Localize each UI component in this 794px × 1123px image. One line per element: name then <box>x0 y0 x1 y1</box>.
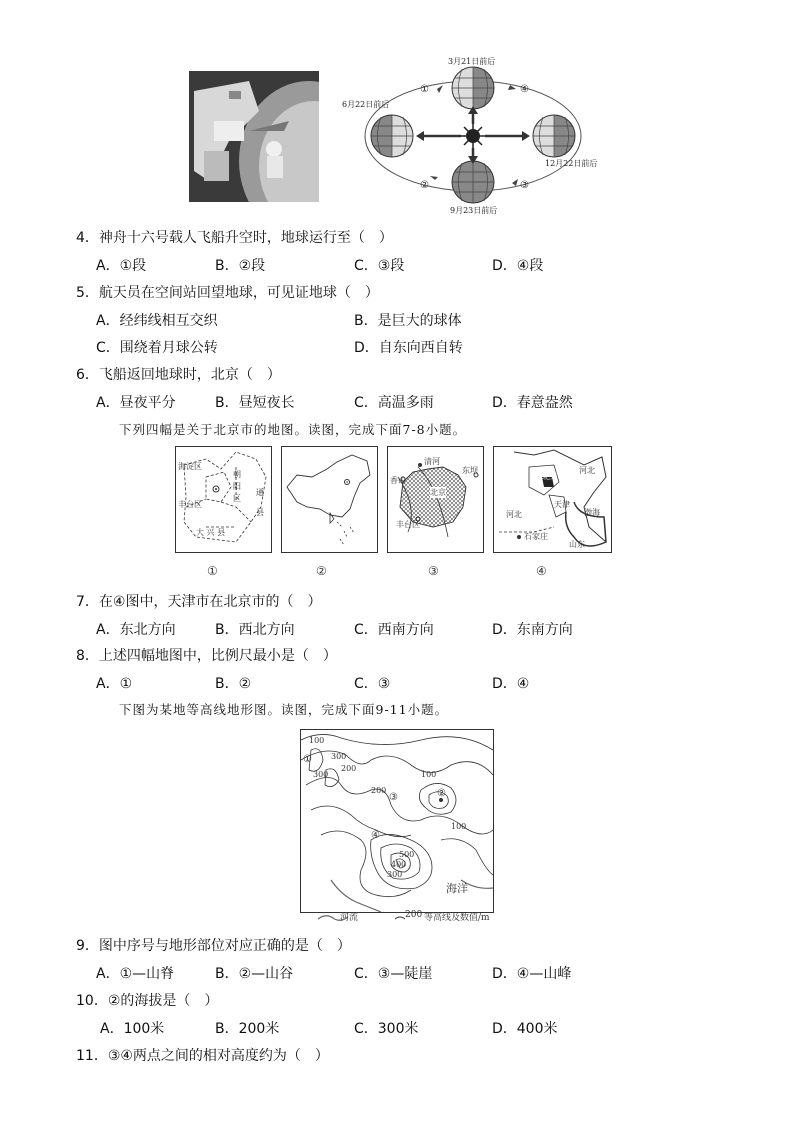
q4-option-c[interactable]: C．③段 <box>354 258 405 274</box>
question-8-stem: 8．上述四幅地图中，比例尺最小是（ ） <box>76 648 337 664</box>
contour-label-200b: 200 <box>371 786 387 795</box>
map-4-region <box>493 446 612 553</box>
q10-option-a[interactable]: A．100米 <box>100 1021 165 1037</box>
m4-label-tianjin: 天津 <box>554 500 570 509</box>
m3-label-qinghe: 清河 <box>424 457 440 466</box>
q8-option-d[interactable]: D．④ <box>492 676 530 692</box>
m4-label-hebei-ne: 河北 <box>579 466 595 475</box>
contour-label-400: 400 <box>391 860 407 869</box>
m1-label-daxing: 大 兴 县 <box>196 528 226 537</box>
m3-label-xiangshan: 香山 <box>390 476 406 485</box>
contour-label-100c: 100 <box>451 822 467 831</box>
date-label-top: 3月21日前后 <box>448 57 496 66</box>
map-caption-1: ① <box>207 564 218 578</box>
segment-label-4: ④ <box>520 84 529 95</box>
date-label-right: 12月22日前后 <box>545 159 598 168</box>
m4-label-shandong: 山东 <box>569 540 585 549</box>
map-caption-4: ④ <box>536 564 547 578</box>
legend-contour-symbol <box>395 913 405 923</box>
question-6-stem: 6．飞船返回地球时，北京（ ） <box>76 367 281 383</box>
q8-option-c[interactable]: C．③ <box>354 676 391 692</box>
globe-right <box>533 115 575 157</box>
m1-label-fengtai: 丰台区 <box>178 500 202 509</box>
contour-label-100b: 100 <box>421 770 437 779</box>
m4-label-bohai: 渤海 <box>584 508 600 517</box>
question-10-stem: 10．②的海拔是（ ） <box>76 993 219 1009</box>
contour-label-300a: 300 <box>313 770 329 779</box>
q4-option-a[interactable]: A．①段 <box>96 258 147 274</box>
m4-label-beijing: 北京 <box>542 472 558 481</box>
date-label-bottom: 9月23日前后 <box>450 206 498 215</box>
m4-label-shijiazhuang: 石家庄 <box>524 532 548 541</box>
q6-option-b[interactable]: B．昼短夜长 <box>215 395 295 411</box>
m3-label-beijing: 北京 <box>430 488 446 497</box>
m1-label-tong: 通 <box>256 488 264 497</box>
contour-map <box>300 729 494 913</box>
m3-label-fengtai: 丰台区 <box>396 520 420 529</box>
q5-option-c[interactable]: C．围绕着月球公转 <box>96 340 218 356</box>
question-9-stem: 9．图中序号与地形部位对应正确的是（ ） <box>76 938 351 954</box>
contour-point-3: ③ <box>389 792 398 803</box>
q10-option-c[interactable]: C．300米 <box>354 1021 419 1037</box>
q8-option-b[interactable]: B．② <box>215 676 252 692</box>
q4-option-b[interactable]: B．②段 <box>215 258 266 274</box>
contour-point-4: ④ <box>371 830 380 841</box>
q6-option-d[interactable]: D．春意盎然 <box>492 395 573 411</box>
m4-label-hebei-sw: 河北 <box>506 510 522 519</box>
q7-option-b[interactable]: B．西北方向 <box>215 622 295 638</box>
m1-label-xian: 县 <box>256 508 264 517</box>
globe-bottom <box>452 161 494 203</box>
q5-option-d[interactable]: D．自东向西自转 <box>354 340 463 356</box>
legend-contour-sample: 200 <box>405 910 423 920</box>
map-3-city <box>387 446 484 553</box>
question-4-stem: 4．神舟十六号载人飞船升空时，地球运行至（ ） <box>76 230 393 246</box>
m1-label-haidian: 海淀区 <box>178 462 202 471</box>
q7-option-d[interactable]: D．东南方向 <box>492 622 573 638</box>
astronaut-photo <box>189 71 319 202</box>
q5-option-b[interactable]: B．是巨大的球体 <box>354 313 462 329</box>
note-maps-7-8: 下列四幅是关于北京市的地图。读图，完成下面7-8小题。 <box>119 422 467 437</box>
q9-option-a[interactable]: A．①—山脊 <box>96 966 175 982</box>
q6-option-c[interactable]: C．高温多雨 <box>354 395 434 411</box>
m1-label-chao: 朝 <box>233 470 241 479</box>
m1-label-yang: 阳 <box>233 482 241 491</box>
q9-option-c[interactable]: C．③—陡崖 <box>354 966 433 982</box>
q9-option-d[interactable]: D．④—山峰 <box>492 966 572 982</box>
map-1-districts <box>175 446 272 553</box>
contour-label-500: 500 <box>399 850 415 859</box>
contour-label-100a: 100 <box>309 736 325 745</box>
earth-orbit-diagram <box>340 52 610 217</box>
q4-option-d[interactable]: D．④段 <box>492 258 544 274</box>
segment-label-3: ③ <box>520 180 529 191</box>
q10-option-d[interactable]: D．400米 <box>492 1021 558 1037</box>
question-11-stem: 11．③④两点之间的相对高度约为（ ） <box>76 1048 329 1064</box>
m3-label-dongba: 东坝 <box>462 466 478 475</box>
m1-label-qu: 区 <box>233 494 241 503</box>
q9-option-b[interactable]: B．②—山谷 <box>215 966 294 982</box>
legend-river-label: 河流 <box>340 913 359 923</box>
q6-option-a[interactable]: A．昼夜平分 <box>96 395 176 411</box>
contour-label-300c: 300 <box>387 870 403 879</box>
globe-top <box>452 67 494 109</box>
q5-option-a[interactable]: A．经纬线相互交织 <box>96 313 218 329</box>
contour-sea-label: 海洋 <box>446 882 468 895</box>
contour-label-300b: 300 <box>331 752 347 761</box>
date-label-left: 6月22日前后 <box>342 100 390 109</box>
map-caption-2: ② <box>316 564 327 578</box>
map-2-china <box>281 446 378 553</box>
contour-point-2: ② <box>437 788 446 799</box>
question-7-stem: 7．在④图中，天津市在北京市的（ ） <box>76 594 322 610</box>
q7-option-c[interactable]: C．西南方向 <box>354 622 434 638</box>
segment-label-1: ① <box>420 84 429 95</box>
map-caption-3: ③ <box>428 564 439 578</box>
q8-option-a[interactable]: A．① <box>96 676 133 692</box>
contour-label-200a: 200 <box>341 764 357 773</box>
globe-left <box>371 115 413 157</box>
contour-point-1: ① <box>303 754 312 765</box>
astronaut-illustration <box>189 71 319 202</box>
question-5-stem: 5．航天员在空间站回望地球，可见证地球（ ） <box>76 285 379 301</box>
q10-option-b[interactable]: B．200米 <box>215 1021 280 1037</box>
sun-icon <box>461 124 485 148</box>
segment-label-2: ② <box>420 180 429 191</box>
q7-option-a[interactable]: A．东北方向 <box>96 622 176 638</box>
legend-contour-label: 等高线及数值/m <box>424 913 490 923</box>
note-contour-9-11: 下图为某地等高线地形图。读图，完成下面9-11小题。 <box>119 702 449 717</box>
